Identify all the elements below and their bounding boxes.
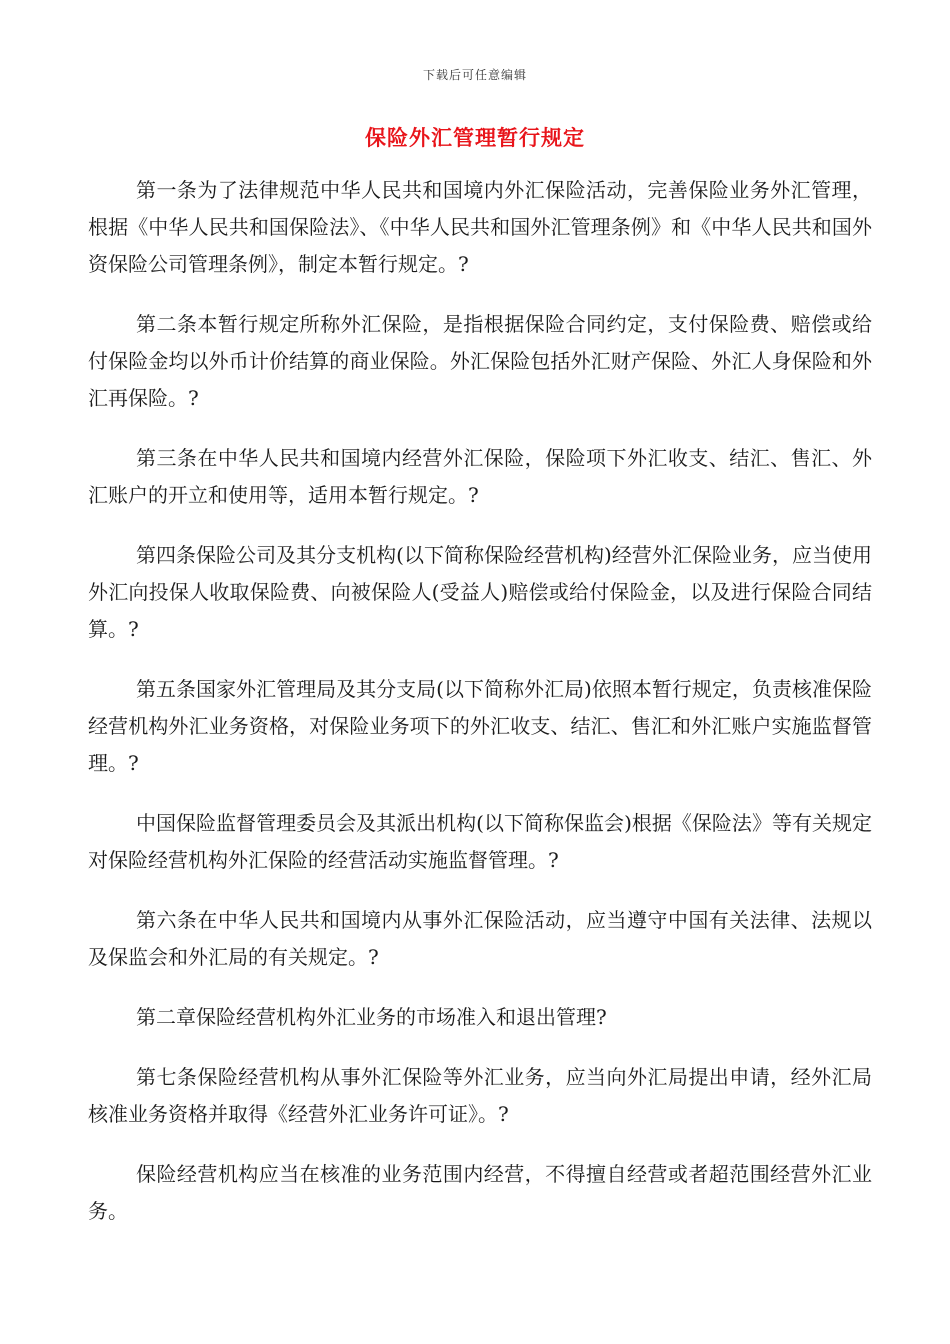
paragraph-article-3: 第三条在中华人民共和国境内经营外汇保险，保险项下外汇收支、结汇、售汇、外汇账户的开立和使用等，适用本暂行规定。? [88,446,872,507]
chapter-heading-2: 第二章保险经营机构外汇业务的市场准入和退出管理? [136,1005,607,1029]
paragraph-article-7-cont: 保险经营机构应当在核准的业务范围内经营，不得擅自经营或者超范围经营外汇业务。 [88,1162,872,1223]
paragraph-article-1: 第一条为了法律规范中华人民共和国境内外汇保险活动，完善保险业务外汇管理，根据《中华人民共和国保险法》、《中华人民共和国外汇管理条例》和《中华人民共和国外资保险公司管理条例》，制定本暂行规定。? [88,178,872,276]
paragraph-article-5-cont: 中国保险监督管理委员会及其派出机构(以下简称保监会)根据《保险法》等有关规定对保险经营机构外汇保险的经营活动实施监督管理。? [88,811,872,872]
page-header-note: 下载后可任意编辑 [422,68,527,82]
document-body [88,172,872,1253]
paragraph-article-7: 第七条保险经营机构从事外汇保险等外汇业务，应当向外汇局提出申请，经外汇局核准业务资格并取得《经营外汇业务许可证》。? [88,1065,872,1126]
paragraph-article-5: 第五条国家外汇管理局及其分支局(以下简称外汇局)依照本暂行规定，负责核准保险经营机构外汇业务资格，对保险业务项下的外汇收支、结汇、售汇和外汇账户实施监督管理。? [88,677,872,775]
paragraph-article-6: 第六条在中华人民共和国境内从事外汇保险活动，应当遵守中国有关法律、法规以及保监会和外汇局的有关规定。? [88,908,872,969]
paragraph-article-2: 第二条本暂行规定所称外汇保险，是指根据保险合同约定，支付保险费、赔偿或给付保险金均以外币计价结算的商业保险。外汇保险包括外汇财产保险、外汇人身保险和外汇再保险。? [88,312,872,410]
paragraph-article-4: 第四条保险公司及其分支机构(以下简称保险经营机构)经营外汇保险业务，应当使用外汇向投保人收取保险费、向被保险人(受益人)赔偿或给付保险金，以及进行保险合同结算。? [88,543,872,641]
document-title: 保险外汇管理暂行规定 [365,125,585,150]
